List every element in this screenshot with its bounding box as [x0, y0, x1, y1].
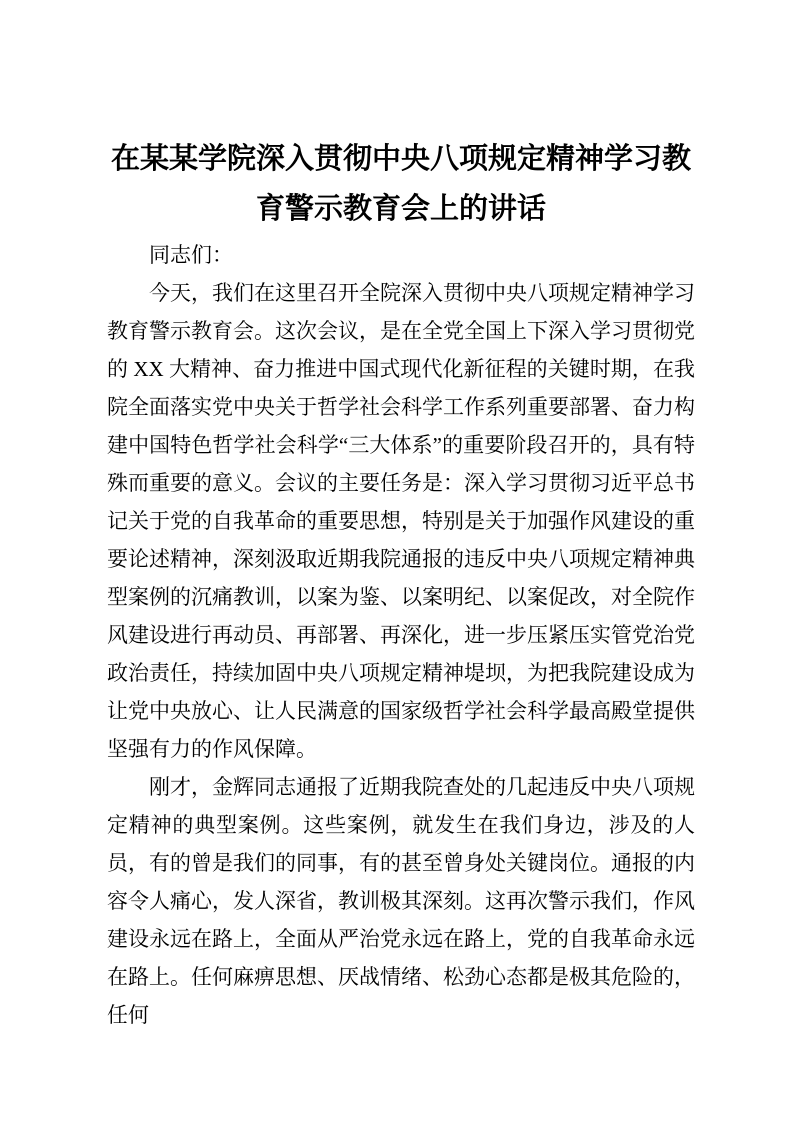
document-body — [107, 236, 695, 1034]
paragraph-1: 今天，我们在这里召开全院深入贯彻中央八项规定精神学习教育警示教育会。这次会议，是在全党全国上下深入学习贯彻党的 XX 大精神、奋力推进中国式现代化新征程的关键时期，在我院全面落实党中央关于哲学社会科学工作系列重要部署、奋力构建中国特色哲学社会科学“三大体系”的重要阶段召开的，具有特殊而重要的意义。会议的主要任务是：深入学习贯彻习近平总书记关于党的自我革命的重要思想，特别是关于加强作风建设的重要论述精神，深刻汲取近期我院通报的违反中央八项规定精神典型案例的沉痛教训，以案为鉴、以案明纪、以案促改，对全院作风建设进行再动员、再部署、再深化，进一步压紧压实管党治党政治责任，持续加固中央八项规定精神堤坝，为把我院建设成为让党中央放心、让人民满意的国家级哲学社会科学最高殿堂提供坚强有力的作风保障。 — [107, 281, 695, 761]
document-title: 在某某学院深入贯彻中央八项规定精神学习教育警示教育会上的讲话 — [110, 143, 691, 225]
paragraph-2: 刚才，金辉同志通报了近期我院查处的几起违反中央八项规定精神的典型案例。这些案例，就发生在我们身边，涉及的人员，有的曾是我们的同事，有的甚至曾身处关键岗位。通报的内容令人痛心，发人深省，教训极其深刻。这再次警示我们，作风建设永远在路上，全面从严治党永远在路上，党的自我革命永远在路上。任何麻痹思想、厌战情绪、松劲心态都是极其危险的，任何 — [107, 775, 695, 1027]
salutation: 同志们： — [149, 243, 233, 267]
